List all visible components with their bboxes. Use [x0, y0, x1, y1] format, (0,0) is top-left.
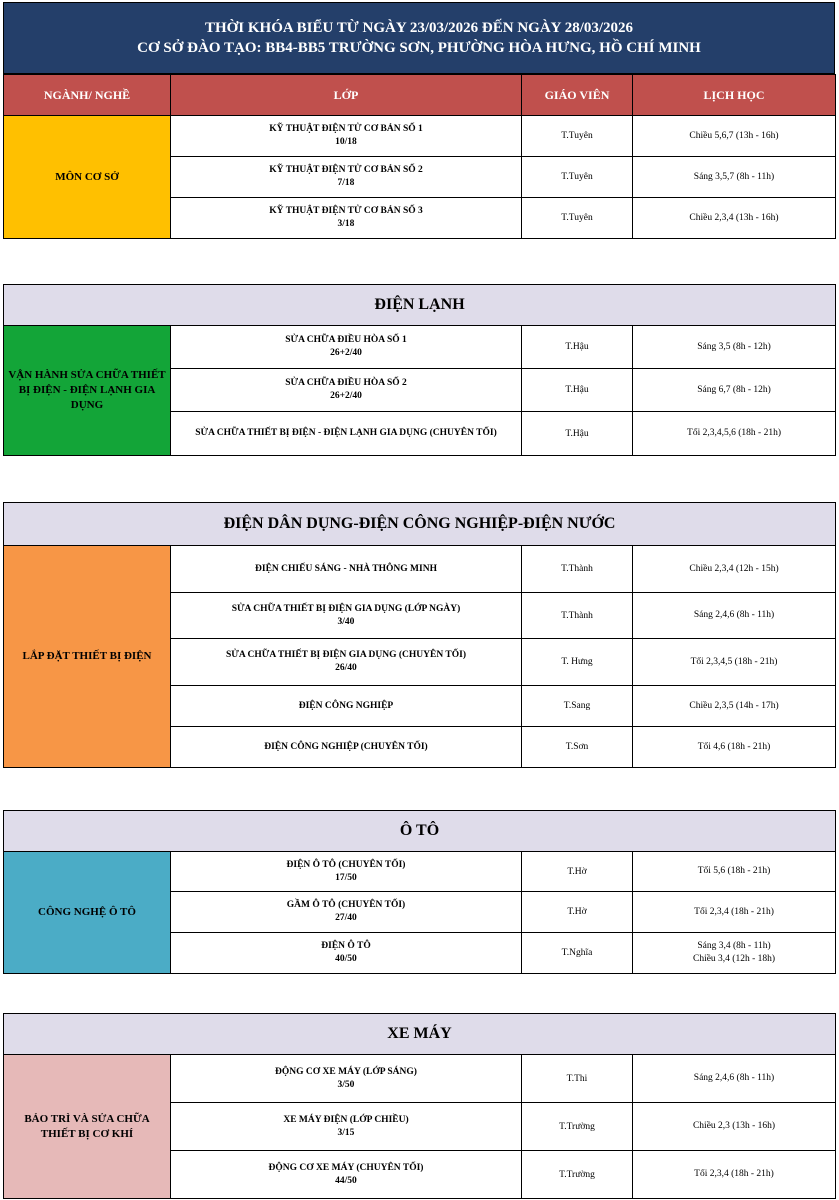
teacher-cell: T.Hậu [522, 412, 633, 456]
teacher-cell: T.Tuyên [522, 157, 633, 198]
schedule-cell: Tối 4,6 (18h - 21h) [633, 727, 836, 768]
schedule-table-dien-dan-dung [3, 502, 836, 768]
class-cell: ĐIỆN Ô TÔ 40/50 [171, 933, 522, 974]
teacher-cell: T. Hưng [522, 639, 633, 686]
schedule-cell: Tối 5,6 (18h - 21h) [633, 852, 836, 892]
schedule-title [3, 2, 835, 74]
section-title: ĐIỆN DÂN DỤNG-ĐIỆN CÔNG NGHIỆP-ĐIỆN NƯỚC [4, 503, 836, 546]
schedule-block-xe-may [3, 1013, 835, 1199]
header-lich-hoc: LỊCH HỌC [633, 75, 836, 116]
teacher-cell: T.Hậu [522, 326, 633, 369]
schedule-cell: Sáng 2,4,6 (8h - 11h) [633, 1055, 836, 1103]
group-cell: VẬN HÀNH SỬA CHỮA THIẾT BỊ ĐIỆN - ĐIỆN LẠNH GIA DỤNG [4, 326, 171, 456]
table-row [4, 116, 836, 157]
group-cell: CÔNG NGHỆ Ô TÔ [4, 852, 171, 974]
schedule-cell: Sáng 6,7 (8h - 12h) [633, 369, 836, 412]
schedule-cell: Chiều 5,6,7 (13h - 16h) [633, 116, 836, 157]
schedule-block-o-to [3, 810, 835, 974]
teacher-cell: T.Trường [522, 1103, 633, 1151]
schedule-cell: Tối 2,3,4,5 (18h - 21h) [633, 639, 836, 686]
schedule-table-o-to [3, 810, 836, 974]
teacher-cell: T.Hậu [522, 369, 633, 412]
section-title: XE MÁY [4, 1014, 836, 1055]
title-line-2: CƠ SỞ ĐÀO TẠO: BB4-BB5 TRƯỜNG SƠN, PHƯỜNG HÒA HƯNG, HỒ CHÍ MINH [137, 40, 701, 56]
header-row [4, 75, 836, 116]
schedule-cell: Sáng 3,5,7 (8h - 11h) [633, 157, 836, 198]
teacher-cell: T.Hờ [522, 852, 633, 892]
teacher-cell: T.Sơn [522, 727, 633, 768]
schedule-cell: Chiều 2,3,4 (12h - 15h) [633, 546, 836, 593]
class-cell: SỬA CHỮA ĐIỀU HÒA SỐ 1 26+2/40 [171, 326, 522, 369]
teacher-cell: T.Nghĩa [522, 933, 633, 974]
table-row [4, 852, 836, 892]
class-cell: ĐỘNG CƠ XE MÁY (CHUYÊN TỐI) 44/50 [171, 1151, 522, 1199]
group-cell: LẮP ĐẶT THIẾT BỊ ĐIỆN [4, 546, 171, 768]
class-cell: ĐIỆN CÔNG NGHIỆP (CHUYÊN TỐI) [171, 727, 522, 768]
table-row [4, 1055, 836, 1103]
class-cell: KỸ THUẬT ĐIỆN TỬ CƠ BẢN SỐ 1 10/18 [171, 116, 522, 157]
header-lop: LỚP [171, 75, 522, 116]
class-cell: SỬA CHỮA THIẾT BỊ ĐIỆN GIA DỤNG (LỚP NGÀY) 3/40 [171, 593, 522, 639]
class-cell: XE MÁY ĐIỆN (LỚP CHIỀU) 3/15 [171, 1103, 522, 1151]
header-nganh-nghe: NGÀNH/ NGHỀ [4, 75, 171, 116]
teacher-cell: T.Thi [522, 1055, 633, 1103]
schedule-cell: Chiều 2,3,5 (14h - 17h) [633, 686, 836, 727]
section-title: Ô TÔ [4, 811, 836, 852]
schedule-block-dien-dan-dung [3, 502, 835, 768]
schedule-cell: Sáng 3,4 (8h - 11h) Chiều 3,4 (12h - 18h) [633, 933, 836, 974]
schedule-cell: Sáng 2,4,6 (8h - 11h) [633, 593, 836, 639]
teacher-cell: T.Tuyên [522, 116, 633, 157]
teacher-cell: T.Tuyên [522, 198, 633, 239]
teacher-cell: T.Sang [522, 686, 633, 727]
class-cell: ĐIỆN CHIẾU SÁNG - NHÀ THÔNG MINH [171, 546, 522, 593]
group-cell: BẢO TRÌ VÀ SỬA CHỮA THIẾT BỊ CƠ KHÍ [4, 1055, 171, 1199]
table-row [4, 326, 836, 369]
schedule-block-1 [3, 2, 835, 239]
section-title-row [4, 811, 836, 852]
schedule-block-dien-lanh [3, 284, 835, 456]
teacher-cell: T.Hờ [522, 892, 633, 933]
group-cell: MÔN CƠ SỞ [4, 116, 171, 239]
class-cell: KỸ THUẬT ĐIỆN TỬ CƠ BẢN SỐ 3 3/18 [171, 198, 522, 239]
schedule-table-dien-lanh [3, 284, 836, 456]
schedule-cell: Chiều 2,3,4 (13h - 16h) [633, 198, 836, 239]
class-cell: ĐỘNG CƠ XE MÁY (LỚP SÁNG) 3/50 [171, 1055, 522, 1103]
table-row [4, 546, 836, 593]
teacher-cell: T.Thành [522, 593, 633, 639]
class-cell: SỬA CHỮA ĐIỀU HÒA SỐ 2 26+2/40 [171, 369, 522, 412]
header-giao-vien: GIÁO VIÊN [522, 75, 633, 116]
section-title-row [4, 1014, 836, 1055]
teacher-cell: T.Trường [522, 1151, 633, 1199]
schedule-table-co-so [3, 74, 836, 239]
title-line-1: THỜI KHÓA BIỂU TỪ NGÀY 23/03/2026 ĐẾN NGÀY 28/03/2026 [204, 20, 634, 36]
class-cell: KỸ THUẬT ĐIỆN TỬ CƠ BẢN SỐ 2 7/18 [171, 157, 522, 198]
class-cell: SỬA CHỮA THIẾT BỊ ĐIỆN GIA DỤNG (CHUYÊN TỐI) 26/40 [171, 639, 522, 686]
schedule-cell: Tối 2,3,4 (18h - 21h) [633, 1151, 836, 1199]
schedule-cell: Sáng 3,5 (8h - 12h) [633, 326, 836, 369]
schedule-cell: Tối 2,3,4 (18h - 21h) [633, 892, 836, 933]
class-cell: ĐIỆN CÔNG NGHIỆP [171, 686, 522, 727]
section-title-row [4, 285, 836, 326]
schedule-table-xe-may [3, 1013, 836, 1199]
schedule-cell: Tối 2,3,4,5,6 (18h - 21h) [633, 412, 836, 456]
class-cell: GẦM Ô TÔ (CHUYÊN TỐI) 27/40 [171, 892, 522, 933]
class-cell: ĐIỆN Ô TÔ (CHUYÊN TỐI) 17/50 [171, 852, 522, 892]
class-cell: SỬA CHỮA THIẾT BỊ ĐIỆN - ĐIỆN LẠNH GIA DỤNG (CHUYÊN TỐI) [171, 412, 522, 456]
schedule-cell: Chiều 2,3 (13h - 16h) [633, 1103, 836, 1151]
section-title: ĐIỆN LẠNH [4, 285, 836, 326]
teacher-cell: T.Thành [522, 546, 633, 593]
section-title-row [4, 503, 836, 546]
